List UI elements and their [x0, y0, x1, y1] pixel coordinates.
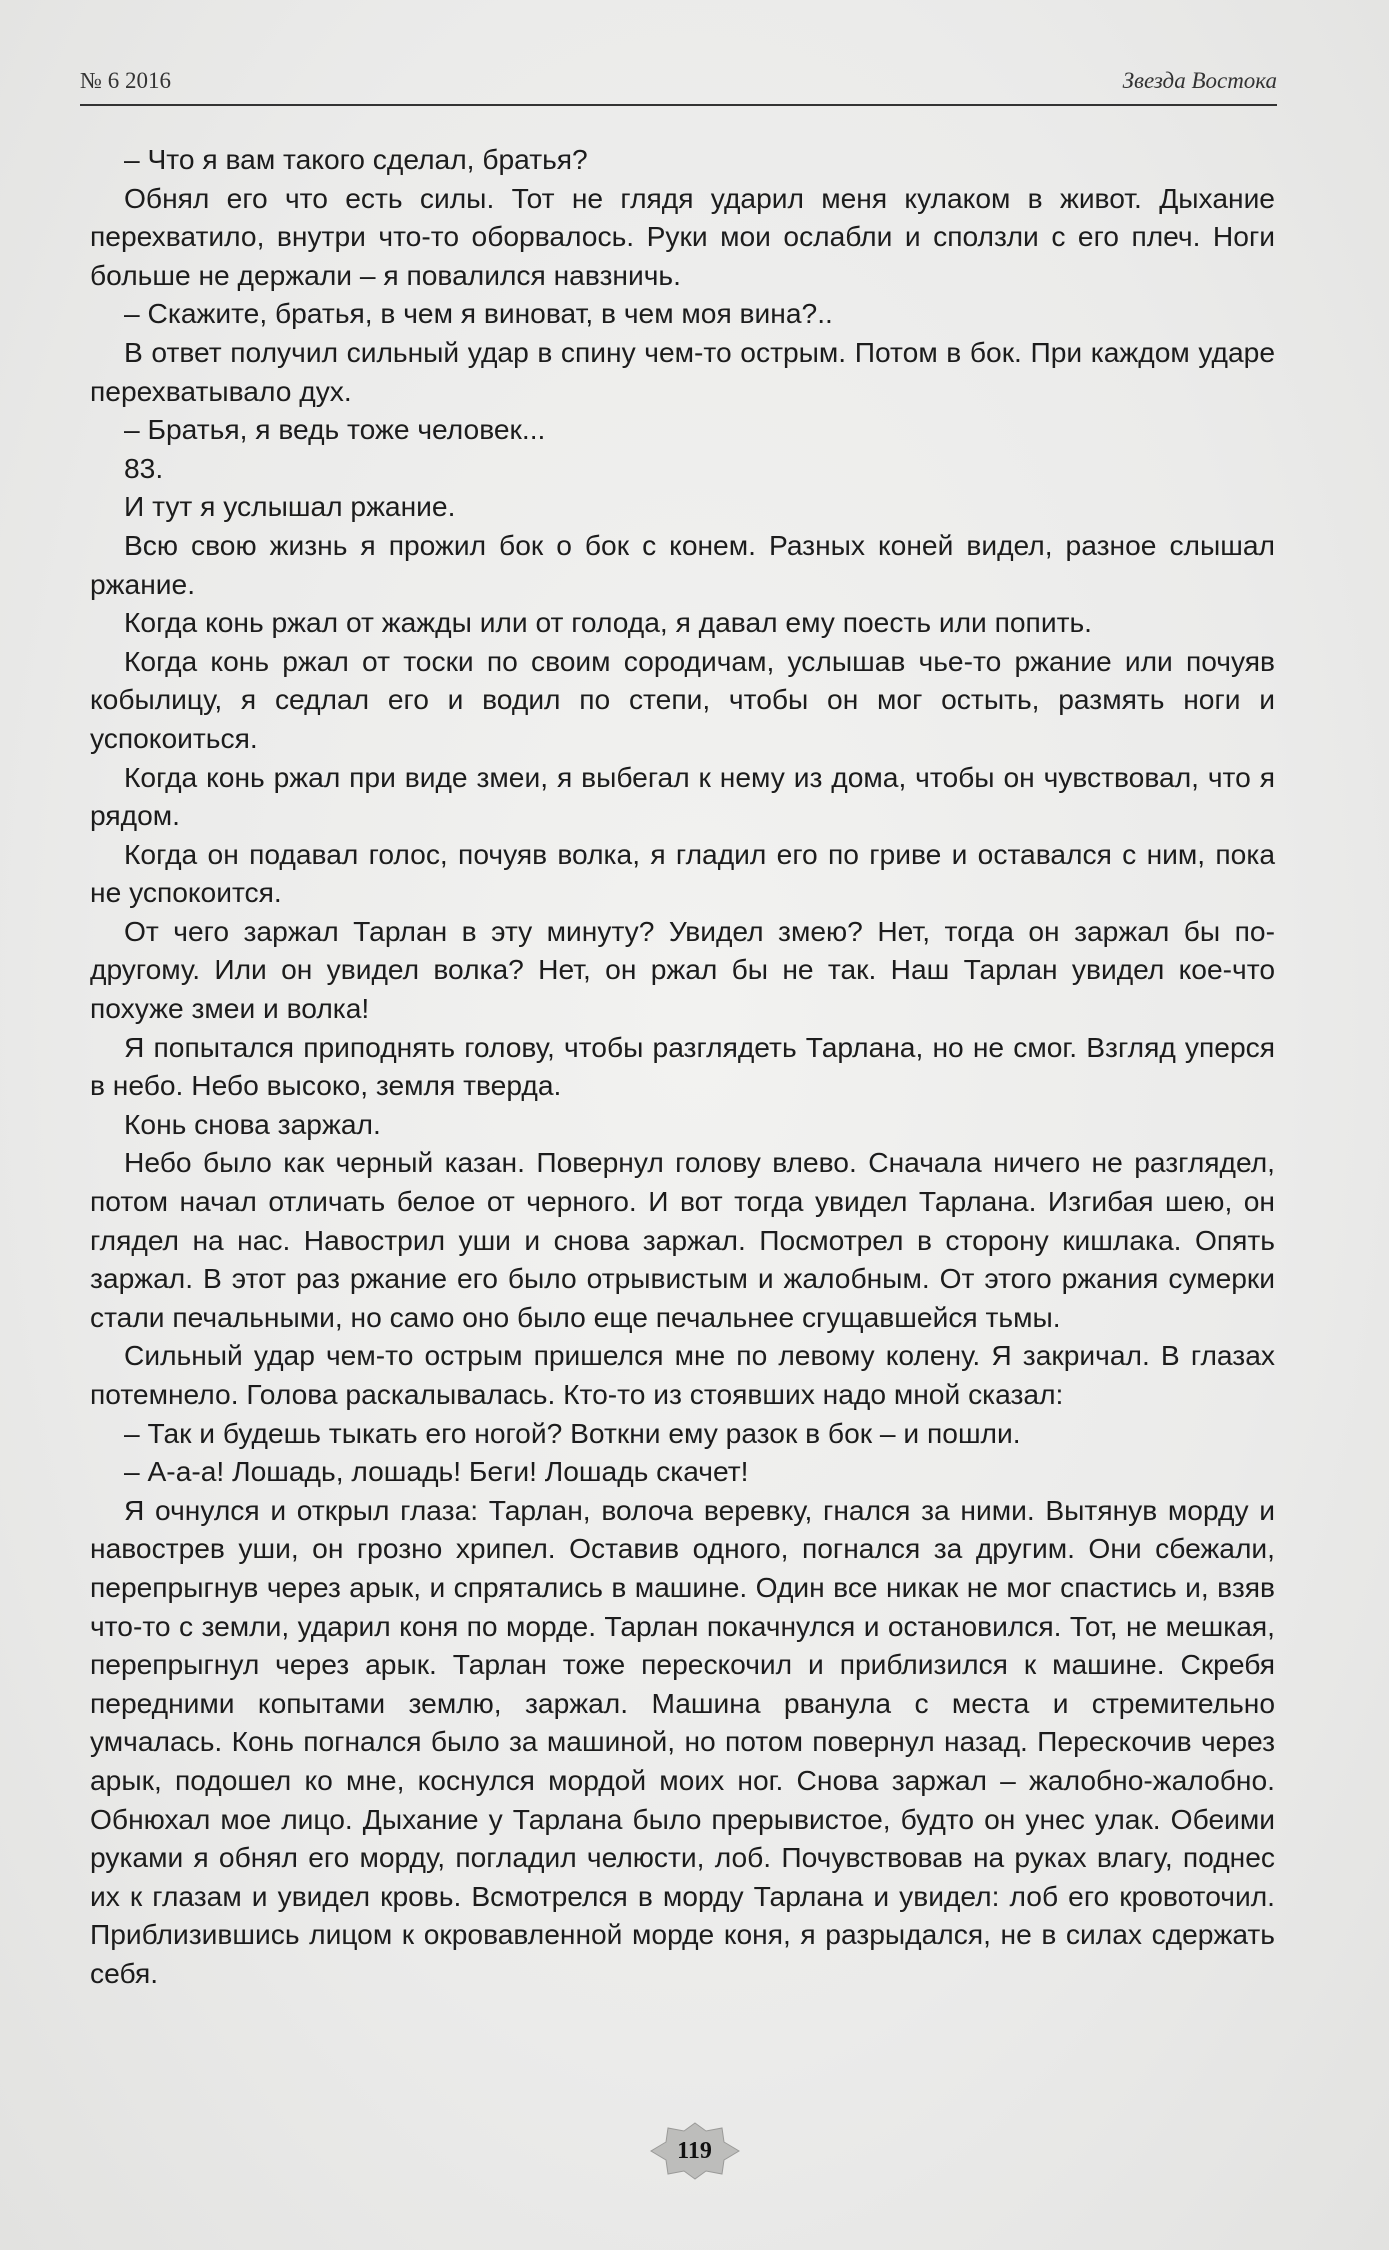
paragraph: – Что я вам такого сделал, братья? [124, 143, 588, 175]
paragraph: От чего заржал Тарлан в эту минуту? Увидел змею? Нет, тогда он заржал бы по-другому. Или он увидел волка? Нет, он ржал бы не так. Наш Тарлан увидел кое-что похуже змеи и волка! [90, 914, 1275, 1025]
paragraph: Когда конь ржал от жажды или от голода, я давал ему поесть или попить. [124, 606, 1092, 639]
paragraph: Когда конь ржал от тоски по своим сородичам, услышав чье-то ржание или почуяв кобылицу, я седлал его и водил по степи, чтобы он мог остыть, размять ноги и успокоиться. [90, 644, 1275, 754]
paragraph: Когда он подавал голос, почуяв волка, я гладил его по гриве и оставался с ним, пока не успокоится. [90, 837, 1275, 909]
paragraph: – Так и будешь тыкать его ногой? Воткни ему разок в бок – и пошли. [124, 1416, 1021, 1449]
issue-number: № 6 2016 [80, 68, 171, 93]
paragraph: Сильный удар чем-то острым пришелся мне по левому колену. Я закричал. В глазах потемнело. Голова раскалывалась. Кто-то из стоявших надо мной сказал: [90, 1339, 1275, 1410]
paragraph: Всю свою жизнь я прожил бок о бок с конем. Разных коней видел, разное слышал ржание. [90, 528, 1275, 600]
paragraph: Когда конь ржал при виде змеи, я выбегал к нему из дома, чтобы он чувствовал, что я рядом. [90, 760, 1275, 832]
paragraph: Я очнулся и открыл глаза: Тарлан, волоча веревку, гнался за ними. Вытянув морду и навострев уши, он грозно хрипел. Оставив одного, погнался за другим. Они сбежали, перепрыгнув через арык, и спрятались в машине. Один все никак не мог спастись и, взяв что-то с земли, ударил коня по морде. Тарлан покачнулся и остановился. Тот, не мешкая, перепрыгнул через арык. Тарлан тоже перескочил и приблизился к машине. Скребя передними копытами землю, заржал. Машина рванула с места и стремительно умчалась. Конь погнался было за машиной, но потом повернул назад. Перескочив через арык, подошел ко мне, коснулся мордой моих ног. Снова заржал – жалобно-жалобно. Обнюхал мое лицо. Дыхание у Тарлана было прерывистое, будто он унес улак. Обеими руками я обнял его морду, погладил челюсти, лоб. Почувствовав на руках влагу, поднес их к глазам и увидел кровь. Всмотрелся в морду Тарлана и увидел: лоб его кровоточил. Приблизившись лицом к окровавленной морде коня, я разрыдался, не в силах сдержать себя. [90, 1493, 1275, 1989]
paragraph: – Братья, я ведь тоже человек... [124, 413, 546, 446]
paragraph: В ответ получил сильный удар в спину чем-то острым. Потом в бок. При каждом ударе перехватывало дух. [90, 335, 1275, 407]
paragraph: Конь снова заржал. [124, 1107, 381, 1140]
paragraph: – А-а-а! Лошадь, лошадь! Беги! Лошадь скачет! [124, 1455, 749, 1488]
page-number: 119 [677, 2138, 712, 2164]
paragraph: – Скажите, братья, в чем я виноват, в чем моя вина?.. [124, 297, 833, 330]
journal-title: Звезда Востока [1122, 68, 1277, 93]
paragraph: Обнял его что есть силы. Тот не глядя ударил меня кулаком в живот. Дыхание перехватило, внутри что-то оборвалось. Руки мои ослабли и сползли с его плеч. Ноги больше не держали – я повалился навзничь. [90, 181, 1275, 291]
running-head [80, 64, 1277, 106]
article-text [90, 140, 1275, 1993]
paragraph: Я попытался приподнять голову, чтобы разглядеть Тарлана, но не смог. Взгляд уперся в небо. Небо высоко, земля тверда. [90, 1030, 1275, 1102]
paragraph: И тут я услышал ржание. [124, 490, 456, 523]
chapter-number: 83. [124, 451, 164, 484]
page-number-badge [650, 2122, 740, 2180]
paragraph: Небо было как черный казан. Повернул голову влево. Сначала ничего не разглядел, потом начал отличать белое от черного. И вот тогда увидел Тарлана. Изгибая шею, он глядел на нас. Навострил уши и снова заржал. Посмотрел в сторону кишлака. Опять заржал. В этот раз ржание его было отрывистым и жалобным. От этого ржания сумерки стали печальными, но само оно было еще печальнее сгущавшейся тьмы. [90, 1146, 1275, 1333]
